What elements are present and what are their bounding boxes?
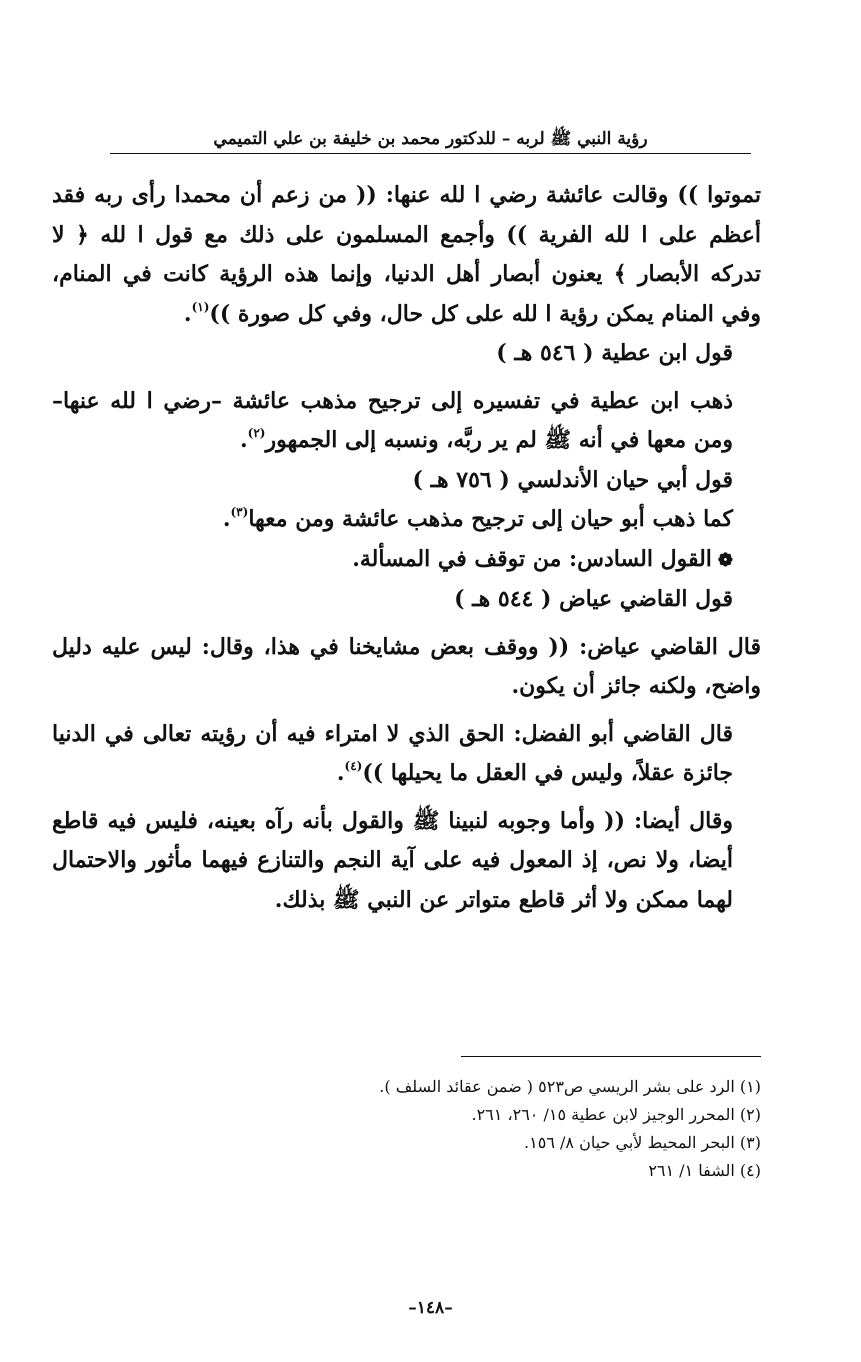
paragraph-text: ذهب ابن عطية في تفسيره إلى ترجيح مذهب عائشة –رضي ا لله عنها– ومن معها في أنه ﷺ لم ير ربَّه، ونسبه إلى الجمهور [52, 387, 733, 453]
paragraph-end: . [183, 300, 192, 327]
paragraph-end: . [336, 760, 345, 786]
footnote-ref: (٢) [247, 426, 266, 440]
footnote-4: (٤) الشفا ١/ ٢٦١ [648, 1161, 761, 1180]
paragraph-abu-hayyan [52, 500, 761, 540]
running-header: رؤية النبي ﷺ لربه – للدكتور محمد بن خليفة بن علي التميمي [213, 129, 648, 149]
heading-ibn-atiyyah: قول ابن عطية ( ٥٤٦ هـ ) [496, 340, 733, 366]
footnote-ref: (٤) [344, 759, 363, 773]
footnotes [80, 1073, 761, 1185]
paragraph-qadi-iyad: قال القاضي عياض: (( ووقف بعض مشايخنا في هذا، وقال: ليس عليه دليل واضح، ولكنه جائز أن يكون. [52, 633, 761, 699]
footnote-ref: (٣) [230, 505, 249, 519]
heading-text: القول السادس: من توقف في المسألة. [352, 545, 712, 572]
flower-ornament-icon: ❁ [717, 549, 733, 571]
paragraph-text: كما ذهب أبو حيان إلى ترجيح مذهب عائشة ومن معها [248, 506, 733, 532]
page-number: –١٤٨– [408, 1298, 453, 1318]
paragraph-text: تموتوا )) وقالت عائشة رضي ا لله عنها: (( من زعم أن محمدا رأى ربه فقد أعظم على ا لله الفرية )) وأجمع المسلمون على ذلك مع قول ا لله ﴿ لا تدركه الأبصار ﴾ يعنون أبصار أهل الدنيا، وإنما هذه الرؤية كانت في المنام، وفي المنام يمكن رؤية ا لله على كل حال، وفي كل صورة )) [52, 182, 761, 327]
footnote-ref: (١) [191, 299, 210, 314]
paragraph-text: قال القاضي أبو الفضل: الحق الذي لا امتراء فيه أن رؤيته تعالى في الدنيا جائزة عقلاً، وليس في العقل ما يحيلها )) [52, 720, 733, 786]
paragraph-aisha-quote [52, 176, 761, 334]
heading-sixth-opinion [52, 540, 761, 581]
footnote-3: (٣) البحر المحيط لأبي حيان ٨/ ١٥٦. [524, 1133, 761, 1152]
body-text [52, 176, 761, 920]
footnote-rule [461, 1056, 761, 1057]
footnote-1: (١) الرد على بشر الريسي ص٥٢٣ ( ضمن عقائد السلف ). [379, 1077, 761, 1096]
paragraph-end: . [222, 506, 231, 532]
paragraph-abu-al-fadl [52, 715, 761, 794]
footnote-2: (٢) المحرر الوجيز لابن عطية ١٥/ ٢٦٠، ٢٦١. [471, 1105, 761, 1124]
paragraph-end: . [239, 427, 248, 453]
heading-abu-hayyan: قول أبي حيان الأندلسي ( ٧٥٦ هـ ) [412, 466, 733, 493]
paragraph-ibn-atiyyah [52, 382, 761, 461]
heading-qadi-iyad: قول القاضي عياض ( ٥٤٤ هـ ) [454, 586, 733, 612]
header-rule [110, 153, 751, 154]
paragraph-also-said: وقال أيضا: (( وأما وجوبه لنبينا ﷺ والقول بأنه رآه بعينه، فليس فيه قاطع أيضا، ولا نص، إذ المعول فيه على آية النجم والتنازع فيهما مأثور والاحتمال لهما ممكن ولا أثر قاطع متواتر عن النبي ﷺ بذلك. [52, 807, 733, 913]
